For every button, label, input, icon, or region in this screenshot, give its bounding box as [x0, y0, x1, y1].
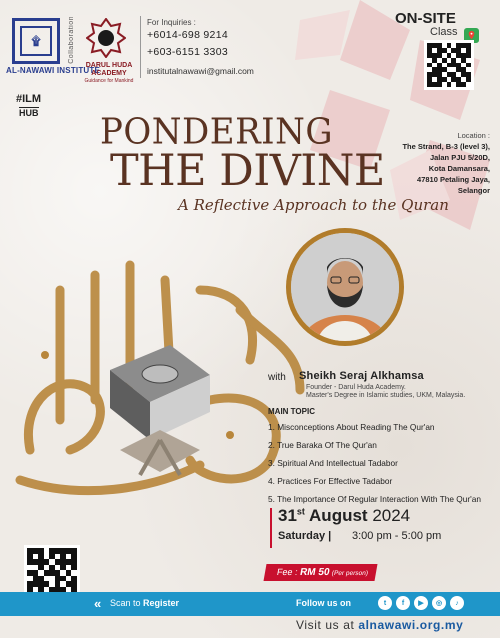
- onsite-subtitle: Class: [430, 26, 458, 38]
- social-icons: [378, 596, 464, 610]
- date-year: 2024: [372, 506, 411, 525]
- darul-huda-tagline: Guidance for Mankind: [84, 78, 134, 84]
- location-line: Kota Damansara,: [428, 164, 490, 173]
- scan-prefix: Scan to: [110, 598, 141, 608]
- scan-action: Register: [143, 598, 180, 608]
- title-subtitle: A Reflective Approach to the Quran: [178, 196, 449, 214]
- quran-book-illustration: [100, 340, 220, 480]
- topic-item: 3. Spiritual And Intellectual Tadabor: [268, 458, 398, 468]
- facebook-icon[interactable]: f: [396, 596, 410, 610]
- darul-huda-name-line1: DARUL HUDA: [85, 62, 133, 69]
- fee-badge: [264, 564, 378, 581]
- speaker-role-1: Founder - Darul Huda Academy.: [306, 384, 406, 391]
- topic-item: 1. Misconceptions About Reading The Qur'an: [268, 422, 435, 432]
- main-topic-label: MAIN TOPIC: [268, 407, 315, 416]
- double-chevron-left-icon: «: [94, 596, 102, 611]
- visit-website[interactable]: [296, 618, 463, 632]
- location-line: The Strand, B-3 (level 3),: [402, 142, 490, 151]
- date-accent-bar: [270, 508, 272, 548]
- title-line1: PONDERING: [100, 111, 334, 153]
- topic-item: 5. The Importance Of Regular Interaction With The Qur'an: [268, 494, 481, 504]
- fee-amount: RM 50: [299, 567, 331, 578]
- darul-huda-name-line2: ACADEMY: [91, 70, 127, 77]
- phone-1[interactable]: +6014-698 9214: [147, 29, 228, 41]
- onsite-title: ON-SITE: [395, 10, 456, 27]
- speaker-photo-frame: [286, 228, 404, 346]
- date-month: August: [309, 506, 368, 525]
- title-line2: THE DIVINE: [110, 146, 385, 196]
- event-weekday: Saturday |: [278, 530, 332, 542]
- al-nawawi-logo: [12, 18, 60, 64]
- date-day: 31: [278, 506, 297, 525]
- fee-note: (Per person): [331, 570, 369, 577]
- location-line: Jalan PJU 5/20D,: [429, 153, 490, 162]
- scan-to-register[interactable]: [110, 598, 179, 608]
- ilm-hub-sub: HUB: [19, 108, 39, 118]
- topic-list: [268, 420, 481, 510]
- speaker-with-label: with: [268, 372, 286, 383]
- inquiries-label: For Inquiries :: [147, 18, 196, 27]
- speaker-role-2: Master's Degree in Islamic studies, UKM, Malaysia.: [306, 392, 466, 399]
- youtube-icon[interactable]: ▶: [414, 596, 428, 610]
- event-date: [278, 506, 410, 526]
- date-suffix: st: [296, 506, 305, 517]
- twitter-icon[interactable]: t: [378, 596, 392, 610]
- location-label: Location :: [457, 131, 490, 140]
- follow-us-label: Follow us on: [296, 598, 351, 608]
- darul-huda-name: [80, 62, 138, 78]
- speaker-name: Sheikh Seraj Alkhamsa: [299, 370, 424, 382]
- al-nawawi-logo-mark: ۩: [20, 26, 52, 56]
- email-link[interactable]: institutalnawawi@gmail.com: [147, 66, 254, 76]
- topic-item: 2. True Baraka Of The Qur'an: [268, 440, 377, 450]
- ilm-hub-tag: #ILM: [16, 93, 42, 105]
- visit-prefix: Visit us at: [296, 618, 355, 632]
- inquiries-divider: [140, 16, 141, 78]
- speaker-portrait: [291, 233, 399, 341]
- fee-label: Fee :: [276, 567, 299, 577]
- location-line: 47810 Petaling Jaya,: [417, 175, 490, 184]
- phone-2[interactable]: +603-6151 3303: [147, 46, 228, 58]
- instagram-icon[interactable]: ◎: [432, 596, 446, 610]
- tiktok-icon[interactable]: ♪: [450, 596, 464, 610]
- collaboration-label: Collaboration: [68, 16, 75, 64]
- website-link[interactable]: alnawawi.org.my: [358, 618, 464, 632]
- al-nawawi-name: AL-NAWAWI INSTITUTE: [6, 66, 101, 75]
- topic-item: 4. Practices For Effective Tadabor: [268, 476, 393, 486]
- weekday-text: Saturday: [278, 530, 326, 542]
- event-time: 3:00 pm - 5:00 pm: [352, 530, 442, 542]
- darul-huda-logo: [86, 18, 126, 58]
- location-line: Selangor: [457, 186, 490, 195]
- speaker-photo: [291, 233, 399, 341]
- location-block: [380, 130, 490, 196]
- location-qr-code[interactable]: [424, 40, 474, 90]
